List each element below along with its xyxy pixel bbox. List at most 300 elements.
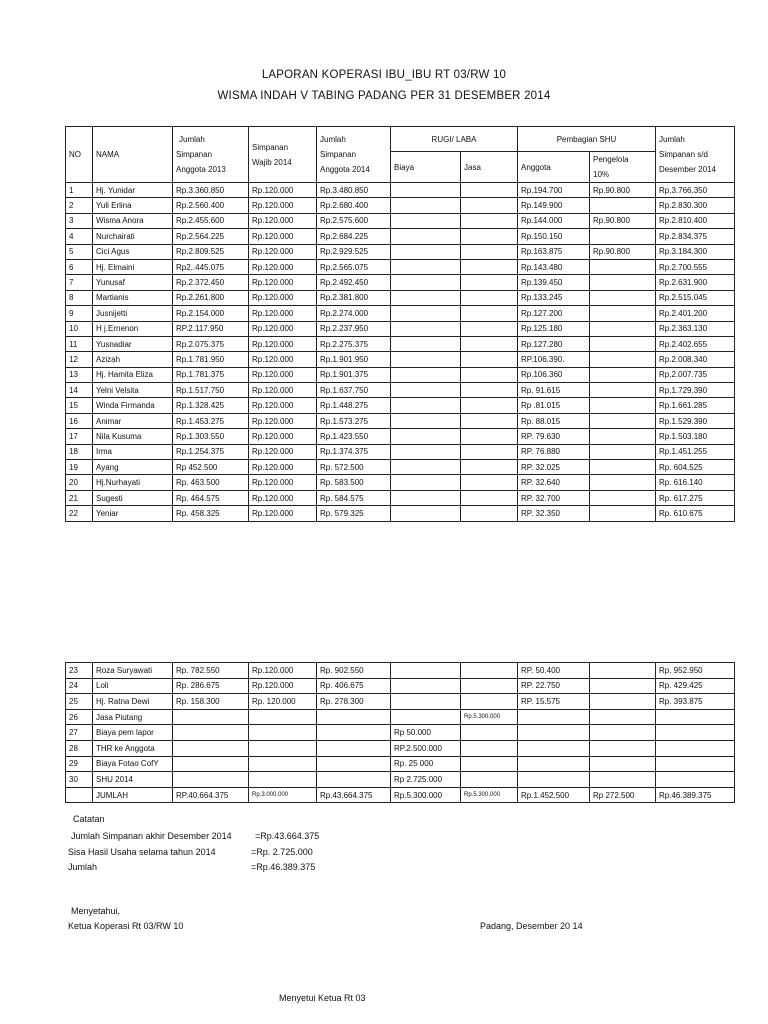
table-cell: RP. 79.630 (518, 429, 590, 444)
table-cell: Sugesti (93, 490, 173, 505)
table-cell (391, 663, 461, 679)
table-cell (66, 787, 93, 803)
table-cell: Rp.2.402.655 (656, 336, 735, 351)
table-cell: 3 (66, 213, 93, 228)
table-cell: Rp.120.000 (249, 306, 317, 321)
table-cell: Rp. 393.875 (656, 694, 735, 710)
table-cell (461, 213, 518, 228)
table-cell (391, 413, 461, 428)
table-cell: 11 (66, 336, 93, 351)
table-cell: Rp.127.280 (518, 336, 590, 351)
table-cell: Rp.1.637.750 (317, 383, 391, 398)
table-row (66, 336, 735, 351)
table-cell: Rp.2.929.525 (317, 244, 391, 259)
report-table-bottom (65, 662, 735, 803)
table-cell (590, 663, 656, 679)
table-cell: Rp.90.800 (590, 244, 656, 259)
table-cell: Rp.2.575.600 (317, 213, 391, 228)
table-cell: Rp.120.000 (249, 198, 317, 213)
table-cell: 28 (66, 740, 93, 756)
table-cell: Rp.43.664.375 (317, 787, 391, 803)
table-cell: Rp.120.000 (249, 336, 317, 351)
table-cell: Rp.120.000 (249, 367, 317, 382)
table-cell: 7 (66, 275, 93, 290)
table-cell: Rp.2.631.900 (656, 275, 735, 290)
table-row (66, 398, 735, 413)
table-cell: Rp.2.564.225 (173, 229, 249, 244)
table-cell: Rp.2.237.950 (317, 321, 391, 336)
title-line-2: WISMA INDAH V TABING PADANG PER 31 DESEMBER 2014 (217, 90, 551, 102)
table-cell (590, 336, 656, 351)
table-cell (317, 709, 391, 725)
col-total-header: Jumlah Simpanan s/d Desember 2014 (656, 127, 735, 183)
table-cell: 10 (66, 321, 93, 336)
menyetujui-label: Menyetui Ketua Rt 03 (279, 993, 366, 1003)
table-cell: Rp.2.075.375 (173, 336, 249, 351)
table-cell (656, 709, 735, 725)
table-cell: Rp.2.007.735 (656, 367, 735, 382)
table-cell (590, 290, 656, 305)
table-cell: Rp.120.000 (249, 444, 317, 459)
table-cell (391, 460, 461, 475)
table-cell (173, 756, 249, 772)
table-cell (391, 213, 461, 228)
table-cell: RP. 22.750 (518, 678, 590, 694)
table-cell: Rp. 158.300 (173, 694, 249, 710)
table-cell: Rp. 286.675 (173, 678, 249, 694)
table-row (66, 275, 735, 290)
table-cell: RP. 50.400 (518, 663, 590, 679)
table-cell: Rp.149.900 (518, 198, 590, 213)
table-row (66, 787, 735, 803)
table-cell (391, 352, 461, 367)
table-cell (590, 352, 656, 367)
table-cell: Rp.1.781.375 (173, 367, 249, 382)
table-cell (590, 740, 656, 756)
table-cell: 18 (66, 444, 93, 459)
table-cell (590, 506, 656, 521)
table-cell: Rp.2.154.000 (173, 306, 249, 321)
table-cell: Rp.90.800 (590, 213, 656, 228)
table-cell: Rp.120.000 (249, 244, 317, 259)
table-cell: RP.40.664.375 (173, 787, 249, 803)
table-cell: Rp. 463.500 (173, 475, 249, 490)
table-cell: 27 (66, 725, 93, 741)
table-cell: Azizah (93, 352, 173, 367)
table-cell (173, 740, 249, 756)
table-cell: Yusnadiar (93, 336, 173, 351)
table-cell: Yelni Velsita (93, 383, 173, 398)
note-line-2-value: =Rp. 2.725.000 (251, 847, 313, 857)
table-cell: Rp. 952.950 (656, 663, 735, 679)
table-cell (391, 306, 461, 321)
table-cell (461, 367, 518, 382)
table-cell: 2 (66, 198, 93, 213)
table-row (66, 725, 735, 741)
table-cell (391, 398, 461, 413)
table-cell: Rp.2.830.300 (656, 198, 735, 213)
table-cell: Rp.5.300.000 (461, 709, 518, 725)
table-cell: RP.2.500.000 (391, 740, 461, 756)
table-cell (590, 383, 656, 398)
table-cell: Rp.3.000.000 (249, 787, 317, 803)
table-cell: Rp.2.275.375 (317, 336, 391, 351)
table-cell: Rp.2.515.045 (656, 290, 735, 305)
table-cell (656, 740, 735, 756)
table-cell (518, 772, 590, 788)
table-cell: Rp.125.180 (518, 321, 590, 336)
table-cell: Rp.1.901.950 (317, 352, 391, 367)
table-cell (391, 229, 461, 244)
table-cell: Rp.1.661.285 (656, 398, 735, 413)
table-row (66, 244, 735, 259)
table-cell: Rp.2.274.000 (317, 306, 391, 321)
table-cell (461, 336, 518, 351)
table-cell: 16 (66, 413, 93, 428)
table-cell: Winda Firmanda (93, 398, 173, 413)
table-cell (173, 709, 249, 725)
table-cell: Rp 452.500 (173, 460, 249, 475)
table-cell: 5 (66, 244, 93, 259)
table-cell (391, 475, 461, 490)
table-cell: 26 (66, 709, 93, 725)
table-cell: RP. 32.700 (518, 490, 590, 505)
table-cell (391, 367, 461, 382)
table-cell: Rp.1.303.550 (173, 429, 249, 444)
table-cell (461, 444, 518, 459)
pembagian-shu-header: Pembagian SHU (518, 127, 656, 152)
table-cell: Rp.120.000 (249, 475, 317, 490)
rugi-laba-header: RUGI/ LABA (391, 127, 518, 152)
table-cell (249, 740, 317, 756)
table-cell (317, 756, 391, 772)
table-cell: RP. 76.880 (518, 444, 590, 459)
table-cell (391, 444, 461, 459)
table-cell: Rp.120.000 (249, 663, 317, 679)
table-cell (391, 290, 461, 305)
table-cell (518, 756, 590, 772)
table-cell: Ayang (93, 460, 173, 475)
table-cell: Irma (93, 444, 173, 459)
table-cell (590, 413, 656, 428)
table-cell (590, 275, 656, 290)
table-cell: Yuli Erlina (93, 198, 173, 213)
table-cell (317, 725, 391, 741)
table-cell: Rp.120.000 (249, 321, 317, 336)
table-row (66, 475, 735, 490)
table-cell (461, 398, 518, 413)
table-row (66, 321, 735, 336)
table-cell: Rp.1.529.390 (656, 413, 735, 428)
table-cell: Rp 272.500 (590, 787, 656, 803)
table-cell: RP.2.117.950 (173, 321, 249, 336)
table-row (66, 183, 735, 198)
table-cell: THR ke Anggota (93, 740, 173, 756)
note-line-3-value: =Rp.46.389.375 (251, 862, 316, 872)
table-cell (317, 772, 391, 788)
table-cell: Martianis (93, 290, 173, 305)
table-cell: Rp.150.150 (518, 229, 590, 244)
table-cell (461, 506, 518, 521)
table-cell (461, 290, 518, 305)
table-row (66, 383, 735, 398)
table-cell (461, 383, 518, 398)
table-cell: Rp.90.800 (590, 183, 656, 198)
table-cell (461, 413, 518, 428)
table-cell: Rp.120.000 (249, 506, 317, 521)
table-cell (590, 725, 656, 741)
table-cell: 30 (66, 772, 93, 788)
table-cell (590, 490, 656, 505)
table-cell: Rp. 572.500 (317, 460, 391, 475)
table-cell: Rp.2.372.450 (173, 275, 249, 290)
table-cell: Rp. 91.615 (518, 383, 590, 398)
table-cell: Rp. 120.000 (249, 694, 317, 710)
table-cell (391, 429, 461, 444)
table-row (66, 352, 735, 367)
table-cell: Hj. Hamita Eliza (93, 367, 173, 382)
table-cell: Yeniar (93, 506, 173, 521)
table-cell: 21 (66, 490, 93, 505)
table-cell: 24 (66, 678, 93, 694)
table-cell: 15 (66, 398, 93, 413)
table-cell: Rp.1.423.550 (317, 429, 391, 444)
table-row (66, 429, 735, 444)
table-cell: Rp.2.680.400 (317, 198, 391, 213)
table-row (66, 290, 735, 305)
note-line-1-value: =Rp.43.664.375 (255, 831, 320, 841)
table-cell (656, 772, 735, 788)
table-cell: Rp.5.300.000 (391, 787, 461, 803)
table-row (66, 367, 735, 382)
table-row (66, 306, 735, 321)
col-anggota-header: Anggota (518, 152, 590, 183)
table-row (66, 740, 735, 756)
table-cell: Rp.144.000 (518, 213, 590, 228)
table-cell: Rp 2.725.000 (391, 772, 461, 788)
table-row (66, 772, 735, 788)
table-cell: Rp.1.781.950 (173, 352, 249, 367)
table-cell: Rp. 464.575 (173, 490, 249, 505)
table-cell: Rp.3.766.350 (656, 183, 735, 198)
table-cell: Rp.1.729.390 (656, 383, 735, 398)
table-cell: RP. 32.640 (518, 475, 590, 490)
table-cell: Rp.120.000 (249, 183, 317, 198)
table-cell: Rp.1.901.375 (317, 367, 391, 382)
table-cell (461, 183, 518, 198)
table-cell (391, 275, 461, 290)
table-cell (461, 772, 518, 788)
table-cell: Rp.120.000 (249, 678, 317, 694)
table-cell (461, 275, 518, 290)
table-cell: Rp.2.363.130 (656, 321, 735, 336)
table-cell (590, 772, 656, 788)
table-cell (461, 460, 518, 475)
ketua-koperasi-label: Ketua Koperasi Rt 03/RW 10 (68, 921, 184, 931)
table-cell: Rp.3.360.850 (173, 183, 249, 198)
table-cell: Roza Suryawati (93, 663, 173, 679)
table-cell (461, 740, 518, 756)
table-cell: Rp. 88.015 (518, 413, 590, 428)
table-cell: Rp. 278.300 (317, 694, 391, 710)
table-cell: Rp. 902.550 (317, 663, 391, 679)
table-cell: Rp. 604.525 (656, 460, 735, 475)
table-cell: Nurchairati (93, 229, 173, 244)
table-cell (590, 444, 656, 459)
table-cell: Rp.1.517.750 (173, 383, 249, 398)
table-cell (461, 259, 518, 274)
table-cell: Rp. 25 000 (391, 756, 461, 772)
col-no-header: NO (66, 127, 93, 183)
table-cell: Rp. 584.575 (317, 490, 391, 505)
table-cell (461, 756, 518, 772)
table-cell (391, 678, 461, 694)
table-cell (461, 244, 518, 259)
table-cell: Jasa Piutang (93, 709, 173, 725)
table-cell: Rp.2.809.525 (173, 244, 249, 259)
table-cell: Cici Agus (93, 244, 173, 259)
table-cell (391, 490, 461, 505)
table-cell: Rp.127.200 (518, 306, 590, 321)
table-row (66, 444, 735, 459)
table-cell: Rp.2.684.225 (317, 229, 391, 244)
table-cell: 13 (66, 367, 93, 382)
table-cell (461, 321, 518, 336)
table-cell: Wisma Anora (93, 213, 173, 228)
table-cell (590, 398, 656, 413)
table-cell (461, 694, 518, 710)
table-cell: Rp.120.000 (249, 290, 317, 305)
table-cell: 19 (66, 460, 93, 475)
table-cell: Rp.2.560.400 (173, 198, 249, 213)
table-cell: Rp.106.360 (518, 367, 590, 382)
table-row (66, 506, 735, 521)
table-cell: Rp.2.401.200 (656, 306, 735, 321)
table-cell (249, 772, 317, 788)
table-cell (590, 678, 656, 694)
table-cell: Hj. Yunidar (93, 183, 173, 198)
table-cell (461, 429, 518, 444)
table-cell (249, 756, 317, 772)
table-cell: 12 (66, 352, 93, 367)
table-cell: Loli (93, 678, 173, 694)
table-cell: Rp.2.492.450 (317, 275, 391, 290)
table-cell: Rp. 617.275 (656, 490, 735, 505)
table-cell (590, 709, 656, 725)
table-cell (461, 306, 518, 321)
table-cell: Nila Kusuma (93, 429, 173, 444)
table-cell (391, 244, 461, 259)
table-cell: RP. 32.350 (518, 506, 590, 521)
table-cell (391, 383, 461, 398)
table-cell: Rp.120.000 (249, 259, 317, 274)
table-cell: Rp.120.000 (249, 413, 317, 428)
table-cell: Rp.2.834.375 (656, 229, 735, 244)
table-cell: Rp.143.480 (518, 259, 590, 274)
table-cell (391, 183, 461, 198)
table-cell: Rp.120.000 (249, 213, 317, 228)
table-row (66, 709, 735, 725)
table-cell: Rp.1.453.275 (173, 413, 249, 428)
col-simpanan-2014-header: Jumlah Simpanan Anggota 2014 (317, 127, 391, 183)
table-cell: 9 (66, 306, 93, 321)
table-cell (590, 229, 656, 244)
table-cell: Rp.2.810.400 (656, 213, 735, 228)
table-cell (590, 259, 656, 274)
table-cell (590, 475, 656, 490)
table-cell (518, 740, 590, 756)
table-cell: Rp. 579.325 (317, 506, 391, 521)
table-cell (590, 321, 656, 336)
table-cell: 22 (66, 506, 93, 521)
table-cell (590, 694, 656, 710)
table-row (66, 460, 735, 475)
table-cell: Rp 50.000 (391, 725, 461, 741)
table-cell (656, 725, 735, 741)
table-cell: RP.106.390. (518, 352, 590, 367)
table-row (66, 490, 735, 505)
table-cell: Rp. 429.425 (656, 678, 735, 694)
table-cell: Rp.120.000 (249, 275, 317, 290)
table-cell: Biaya pem lapor (93, 725, 173, 741)
table-cell: Rp.120.000 (249, 429, 317, 444)
table-cell (461, 229, 518, 244)
table-cell: Yunusaf (93, 275, 173, 290)
table-cell: Rp.120.000 (249, 383, 317, 398)
table-cell: Rp.5.300.000 (461, 787, 518, 803)
table-cell (461, 678, 518, 694)
table-cell (391, 259, 461, 274)
col-simpanan-2013-header: Jumlah Simpanan Anggota 2013 (173, 127, 249, 183)
table-cell (461, 475, 518, 490)
table-cell (173, 725, 249, 741)
col-jasa-header: Jasa (461, 152, 518, 183)
table-cell (590, 756, 656, 772)
table-row (66, 663, 735, 679)
table-cell: Rp.163.875 (518, 244, 590, 259)
table-cell: Rp.46.389.375 (656, 787, 735, 803)
table-cell: Hj. Elmaini (93, 259, 173, 274)
table-cell: JUMLAH (93, 787, 173, 803)
table-cell: RP. 15.575 (518, 694, 590, 710)
note-line-2-label: Sisa Hasil Usaha selama tahun 2014 (68, 847, 216, 857)
table-cell: 1 (66, 183, 93, 198)
report-table-top (65, 126, 735, 522)
title-line-1: LAPORAN KOPERASI IBU_IBU RT 03/RW 10 (261, 69, 507, 81)
table-cell: Rp.1.451.255 (656, 444, 735, 459)
table-cell: Rp2..445.075 (173, 259, 249, 274)
table-cell: Rp.1.448.275 (317, 398, 391, 413)
table-cell: Animar (93, 413, 173, 428)
table-cell: Rp.1.452.500 (518, 787, 590, 803)
table-cell (518, 725, 590, 741)
table-cell (461, 490, 518, 505)
catatan-label: Catatan (73, 814, 105, 824)
table-cell: Rp. 782.550 (173, 663, 249, 679)
table-cell: Rp.1.374.375 (317, 444, 391, 459)
col-wajib-header: Simpanan Wajib 2014 (249, 127, 317, 183)
table-row (66, 413, 735, 428)
table-cell (391, 709, 461, 725)
table-cell: Rp.1.254.375 (173, 444, 249, 459)
table-cell: SHU 2014 (93, 772, 173, 788)
note-line-3-label: Jumlah (68, 862, 98, 872)
table-cell: 17 (66, 429, 93, 444)
col-pengelola-header: Pengelola 10% (590, 152, 656, 183)
table-cell: 23 (66, 663, 93, 679)
table-row (66, 678, 735, 694)
table-cell (317, 740, 391, 756)
